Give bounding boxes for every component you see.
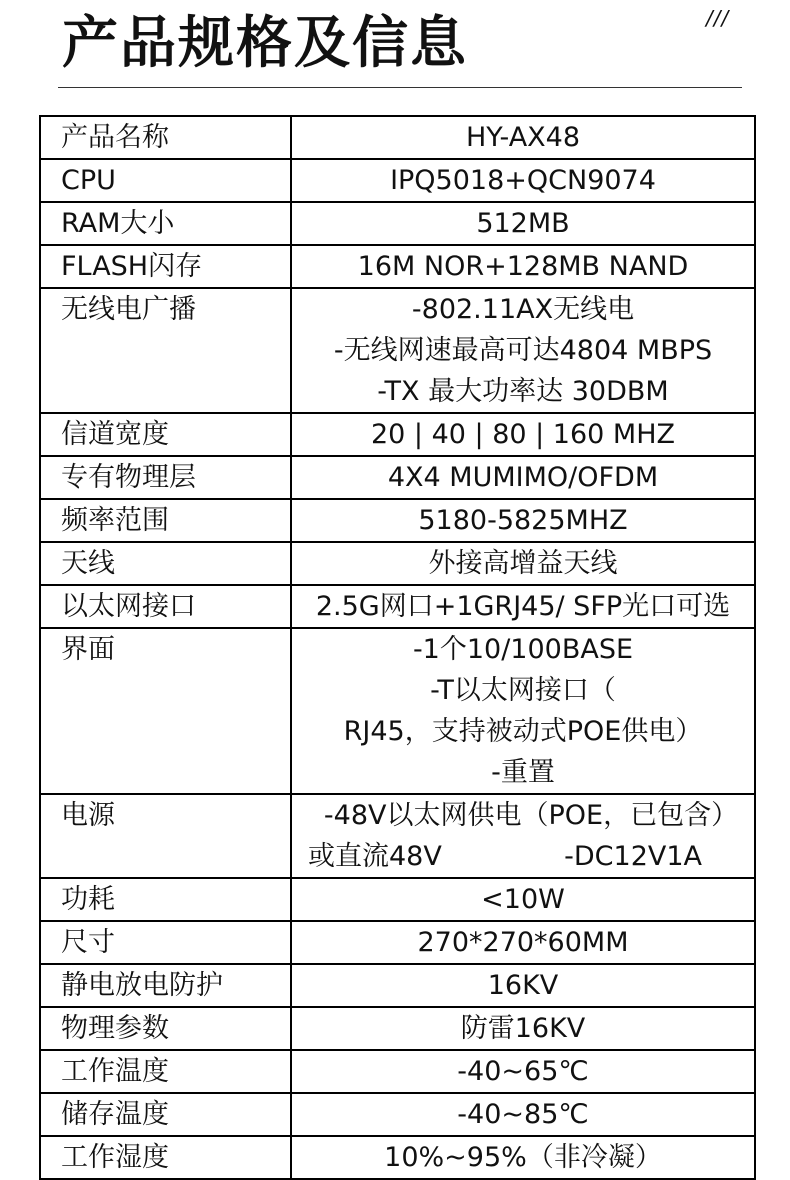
table-row — [40, 585, 755, 628]
table-row — [40, 1050, 755, 1093]
spec-label: 界面 — [40, 628, 291, 794]
table-row — [40, 1136, 755, 1179]
spec-value: 4X4 MUMIMO/OFDM — [291, 456, 755, 499]
spec-value: -40~65℃ — [291, 1050, 755, 1093]
spec-value: 20 | 40 | 80 | 160 MHZ — [291, 413, 755, 456]
spec-value: HY-AX48 — [291, 116, 755, 159]
table-row — [40, 202, 755, 245]
spec-value: 5180-5825MHZ — [291, 499, 755, 542]
table-row — [40, 964, 755, 1007]
spec-label: 信道宽度 — [40, 413, 291, 456]
table-row — [40, 628, 755, 794]
spec-label: 工作湿度 — [40, 1136, 291, 1179]
spec-value: -1个10/100BASE -T以太网接口（ RJ45，支持被动式POE供电） -重置 — [291, 628, 755, 794]
spec-value: 270*270*60MM — [291, 921, 755, 964]
title-divider — [58, 87, 742, 88]
spec-value: 10%~95%（非冷凝） — [291, 1136, 755, 1179]
spec-label: 天线 — [40, 542, 291, 585]
spec-value: -40~85℃ — [291, 1093, 755, 1136]
spec-value: -48V以太网供电（POE，已包含） 或直流48V -DC12V1A — [291, 794, 755, 878]
page-title: 产品规格及信息 — [62, 11, 468, 76]
spec-label: FLASH闪存 — [40, 245, 291, 288]
spec-label: 功耗 — [40, 878, 291, 921]
table-row — [40, 921, 755, 964]
table-row — [40, 116, 755, 159]
spec-label: RAM大小 — [40, 202, 291, 245]
spec-label: 物理参数 — [40, 1007, 291, 1050]
spec-label: 专有物理层 — [40, 456, 291, 499]
spec-label: 无线电广播 — [40, 288, 291, 413]
spec-value: 2.5G网口+1GRJ45/ SFP光口可选 — [291, 585, 755, 628]
spec-value: 16KV — [291, 964, 755, 1007]
spec-label: 电源 — [40, 794, 291, 878]
spec-value: 外接高增益天线 — [291, 542, 755, 585]
spec-value: 防雷16KV — [291, 1007, 755, 1050]
spec-label: 产品名称 — [40, 116, 291, 159]
spec-value: -802.11AX无线电 -无线网速最高可达4804 MBPS -TX 最大功率达 30DBM — [291, 288, 755, 413]
table-row — [40, 413, 755, 456]
spec-value: 512MB — [291, 202, 755, 245]
table-row — [40, 288, 755, 413]
spec-label: 工作温度 — [40, 1050, 291, 1093]
decorative-slashes: /// — [706, 6, 730, 30]
table-row — [40, 456, 755, 499]
table-row — [40, 499, 755, 542]
table-row — [40, 159, 755, 202]
spec-label: 频率范围 — [40, 499, 291, 542]
table-row — [40, 1007, 755, 1050]
spec-label: 尺寸 — [40, 921, 291, 964]
table-row — [40, 794, 755, 878]
spec-label: 储存温度 — [40, 1093, 291, 1136]
table-row — [40, 542, 755, 585]
table-row — [40, 245, 755, 288]
spec-value: 16M NOR+128MB NAND — [291, 245, 755, 288]
spec-label: 静电放电防护 — [40, 964, 291, 1007]
spec-table — [39, 115, 756, 1180]
spec-value: IPQ5018+QCN9074 — [291, 159, 755, 202]
table-row — [40, 1093, 755, 1136]
spec-label: CPU — [40, 159, 291, 202]
spec-label: 以太网接口 — [40, 585, 291, 628]
spec-value: <10W — [291, 878, 755, 921]
table-row — [40, 878, 755, 921]
